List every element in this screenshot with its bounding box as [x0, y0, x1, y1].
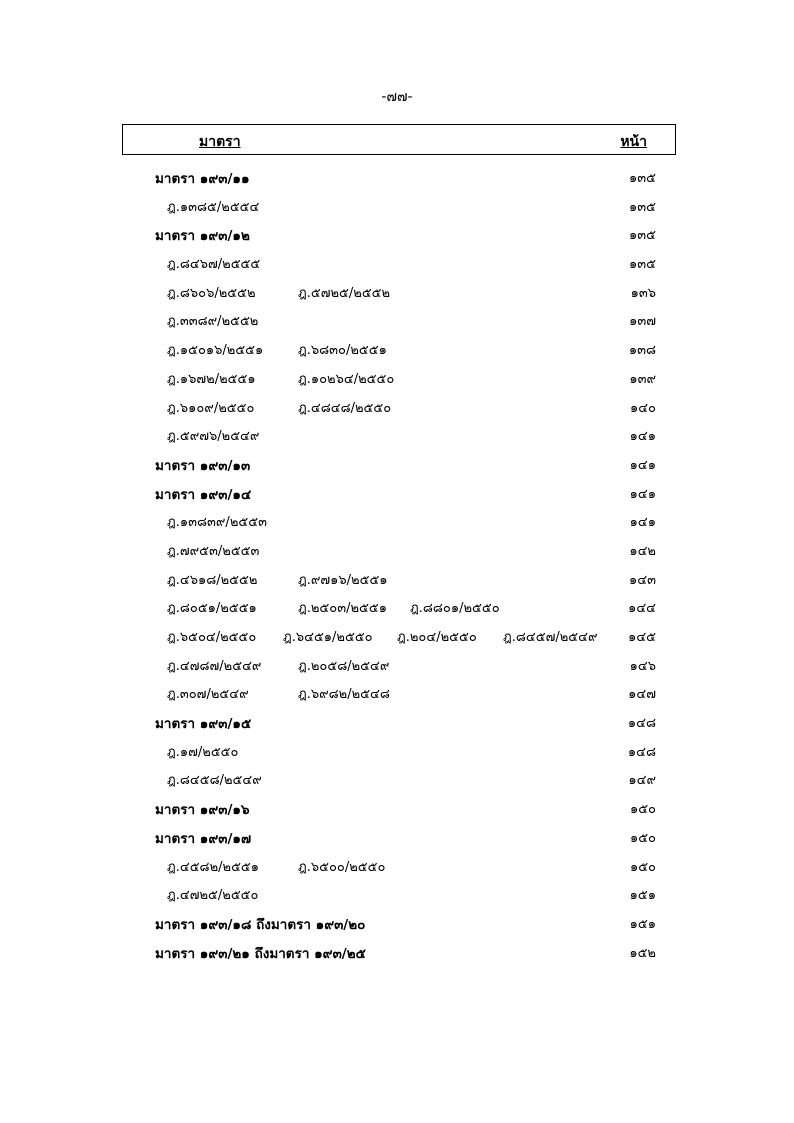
case-refs [167, 253, 260, 274]
page-ref: ๑๓๕ [629, 228, 656, 244]
case-reference: ฎ.๖๔๕๑/๒๕๕๐ [283, 630, 373, 645]
section-title [155, 483, 251, 505]
toc-section-row [0, 909, 794, 938]
case-reference: ฎ.๔๗๘๗/๒๕๔๙ [167, 658, 262, 674]
toc-section-row [0, 823, 794, 852]
toc-case-row [0, 192, 794, 221]
case-reference: ฎ.๘๔๕๗/๒๕๔๙ [503, 630, 598, 645]
toc-section-row [0, 220, 794, 249]
page-ref: ๑๔๑ [629, 429, 656, 445]
toc-section-row [0, 794, 794, 823]
case-refs [167, 397, 391, 418]
case-reference: ฎ.๘๖๐๖/๒๕๕๒ [167, 285, 256, 301]
page-ref: ๑๓๗ [629, 314, 656, 330]
section-title [155, 167, 250, 189]
case-refs [167, 741, 238, 762]
section-title [155, 942, 366, 964]
toc-case-row [0, 278, 794, 307]
case-reference: ฎ.๔๘๔๘/๒๕๕๐ [298, 400, 392, 416]
case-refs [167, 856, 385, 877]
toc-case-row [0, 306, 794, 335]
page-ref: ๑๔๑ [629, 457, 656, 473]
toc-case-row [0, 679, 794, 708]
case-reference: ฎ.๖๘๓๐/๒๕๕๑ [298, 343, 387, 359]
page-ref: ๑๔๘ [627, 716, 656, 732]
case-refs [167, 597, 500, 618]
case-refs [167, 282, 390, 303]
toc-case-row [0, 536, 794, 565]
section-text: มาตรา ๑๙๓/๑๔ [155, 486, 252, 503]
page-ref: ๑๔๘ [627, 744, 656, 760]
page-ref: ๑๔๒ [629, 543, 656, 559]
case-reference: ฎ.๓๐๗/๒๕๔๙ [167, 687, 249, 703]
page-ref: ๑๕๑ [629, 916, 656, 932]
case-refs [167, 339, 387, 360]
toc-case-row [0, 651, 794, 680]
case-refs [167, 626, 598, 647]
section-text: มาตรา ๑๙๓/๑๒ [155, 228, 250, 245]
case-reference: ฎ.๗๙๕๓/๒๕๕๓ [167, 543, 260, 559]
case-refs [167, 569, 388, 590]
page-ref: ๑๔๔ [628, 601, 656, 617]
case-refs [167, 769, 262, 790]
case-reference: ฎ.๒๐๕๘/๒๕๔๙ [298, 658, 390, 674]
toc-case-row [0, 421, 794, 450]
case-reference: ฎ.๑๖๗๒/๒๕๕๑ [167, 371, 256, 387]
case-reference: ฎ.๑๕๐๑๖/๒๕๕๑ [167, 343, 264, 359]
toc-section-row [0, 708, 794, 737]
page-ref: ๑๓๕ [629, 171, 656, 186]
header-section-label: มาตรา [199, 134, 241, 150]
case-refs [167, 884, 258, 905]
toc-case-row [0, 622, 794, 651]
toc-section-row [0, 450, 794, 479]
section-text: มาตรา ๑๙๓/๑๕ [155, 716, 252, 733]
toc-case-row [0, 565, 794, 594]
toc-section-row [0, 479, 794, 508]
page-ref: ๑๔๕ [628, 630, 656, 645]
page-ref: ๑๔๐ [629, 400, 656, 416]
case-reference: ฎ.๘๔๖๗/๒๕๕๕ [167, 257, 261, 273]
toc-case-row [0, 880, 794, 909]
case-reference: ฎ.๑๓๘๕/๒๕๕๔ [167, 199, 260, 215]
section-text: มาตรา ๑๙๓/๒๑ ถึงมาตรา ๑๙๓/๒๕ [155, 945, 366, 962]
page-ref: ๑๕๑ [629, 888, 656, 904]
toc-case-row [0, 737, 794, 766]
case-reference: ฎ.๔๗๒๕/๒๕๕๐ [167, 888, 259, 904]
page-ref: ๑๔๖ [629, 658, 656, 674]
page-ref: ๑๕๐ [629, 859, 656, 875]
case-refs [167, 425, 259, 446]
section-text: มาตรา ๑๙๓/๑๖ [155, 802, 250, 819]
page-ref: ๑๔๙ [628, 773, 656, 789]
case-reference: ฎ.๑๗/๒๕๕๐ [167, 744, 239, 760]
case-reference: ฎ.๘๘๐๑/๒๕๕๐ [410, 601, 500, 617]
toc-section-row [0, 163, 794, 192]
case-reference: ฎ.๖๕๐๐/๒๕๕๐ [298, 859, 386, 875]
case-reference: ฎ.๑๐๒๖๔/๒๕๕๐ [298, 371, 395, 387]
page-ref: ๑๔๑ [629, 515, 656, 531]
case-reference: ฎ.๙๗๑๖/๒๕๕๑ [298, 572, 388, 588]
case-reference: ฎ.๕๙๗๖/๒๕๔๙ [167, 429, 260, 445]
section-title [155, 798, 250, 820]
page-ref: ๑๕๐ [629, 802, 656, 818]
case-refs [167, 196, 259, 217]
toc-case-row [0, 507, 794, 536]
case-reference: ฎ.๑๓๘๓๙/๒๕๕๓ [167, 515, 267, 531]
section-title [155, 454, 250, 476]
page-ref: ๑๕๐ [629, 830, 656, 846]
case-reference: ฎ.๖๙๘๒/๒๕๔๘ [298, 687, 390, 703]
toc-list [0, 163, 794, 966]
case-reference: ฎ.๖๕๐๔/๒๕๕๐ [167, 630, 257, 645]
toc-section-row [0, 938, 794, 967]
section-text: มาตรา ๑๙๓/๑๑ [155, 171, 250, 187]
toc-case-row [0, 364, 794, 393]
page-ref: ๑๕๒ [629, 945, 656, 961]
section-text: มาตรา ๑๙๓/๑๓ [155, 457, 251, 474]
case-refs [167, 368, 394, 389]
toc-case-row [0, 393, 794, 422]
toc-case-row [0, 593, 794, 622]
case-refs [167, 310, 258, 331]
header-page-label: หน้า [620, 134, 647, 150]
case-reference: ฎ.๔๖๑๘/๒๕๕๒ [167, 572, 258, 588]
case-reference: ฎ.๓๓๘๙/๒๕๕๒ [167, 314, 259, 330]
toc-case-row [0, 765, 794, 794]
case-refs [167, 511, 267, 532]
section-title [155, 827, 251, 849]
page-ref: ๑๓๕ [629, 257, 656, 273]
section-text: มาตรา ๑๙๓/๑๘ ถึงมาตรา ๑๙๓/๒๐ [155, 916, 366, 933]
section-title [155, 913, 365, 935]
page-ref: ๑๔๓ [629, 572, 656, 588]
case-reference: ฎ.๘๔๕๘/๒๕๔๙ [167, 773, 262, 789]
toc-case-row [0, 249, 794, 278]
page-ref: ๑๓๖ [630, 285, 656, 301]
page-ref: ๑๔๑ [629, 486, 656, 502]
page-ref: ๑๓๘ [628, 343, 656, 359]
toc-case-row [0, 852, 794, 881]
case-reference: ฎ.๕๗๒๕/๒๕๕๒ [298, 285, 391, 301]
page-ref: ๑๓๕ [629, 199, 656, 215]
toc-case-row [0, 335, 794, 364]
case-refs [167, 683, 390, 704]
case-refs [167, 540, 259, 561]
page-ref: ๑๔๗ [628, 687, 656, 703]
section-title [155, 224, 250, 246]
section-text: มาตรา ๑๙๓/๑๗ [155, 830, 252, 847]
page-ref: ๑๓๙ [629, 371, 656, 387]
case-refs [167, 655, 389, 676]
section-title [155, 712, 251, 734]
case-reference: ฎ.๘๐๕๑/๒๕๕๑ [167, 601, 257, 617]
case-reference: ฎ.๒๐๔/๒๕๕๐ [397, 630, 477, 645]
toc-header [122, 124, 676, 155]
case-reference: ฎ.๔๕๘๒/๒๕๕๑ [167, 859, 260, 875]
page-number: -๗๗- [381, 89, 413, 105]
case-reference: ฎ.๒๕๐๓/๒๕๕๑ [298, 601, 387, 617]
case-reference: ฎ.๖๑๐๙/๒๕๕๐ [167, 400, 255, 416]
